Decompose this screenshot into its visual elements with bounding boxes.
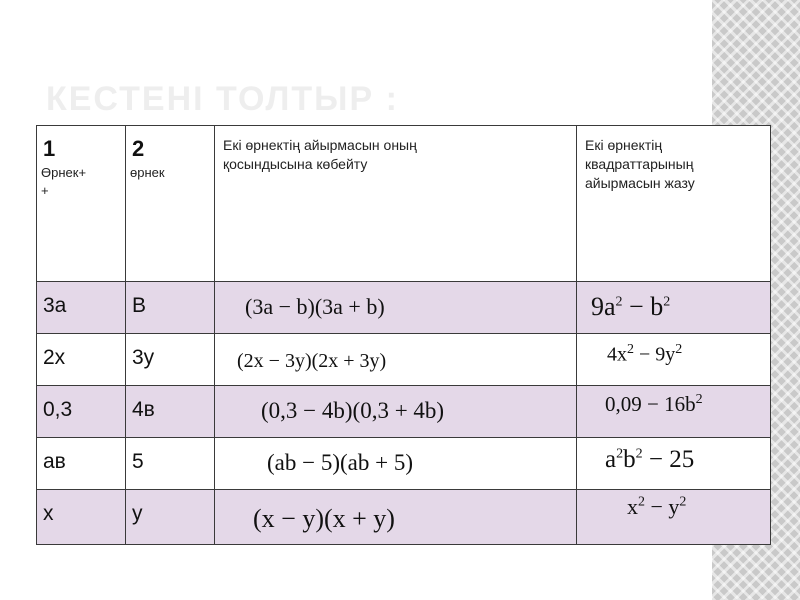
header-label: Екі өрнектің айырмасын оның қосындысына көбейту — [223, 137, 417, 172]
result-part: 9a — [591, 292, 616, 321]
result-part: b — [623, 446, 636, 473]
result-formula — [577, 490, 770, 520]
cell-product — [215, 334, 577, 386]
cell-expression-1 — [37, 490, 126, 545]
result-exponent: 2 — [635, 446, 643, 462]
cell-expression-1 — [37, 386, 126, 438]
product-formula: (3a − b)(3a + b) — [245, 294, 385, 319]
result-part: 9y — [655, 343, 676, 366]
result-exponent: 2 — [679, 494, 687, 510]
cell-expression-2 — [126, 438, 215, 490]
header-label: Екі өрнектің квадраттарының айырмасын жазу — [585, 137, 695, 191]
cell-text: x — [43, 502, 54, 525]
exercise-table — [36, 125, 771, 545]
result-exponent: 2 — [615, 294, 623, 310]
cell-text: 3y — [132, 346, 155, 369]
result-part: − — [634, 343, 656, 366]
cell-text: 3a — [43, 294, 67, 317]
result-part: − — [645, 494, 669, 519]
cell-text: 0,3 — [43, 398, 73, 421]
header-number: 1 — [43, 136, 56, 161]
product-formula: (2x − 3y)(2x + 3y) — [237, 350, 387, 372]
result-formula — [577, 438, 770, 474]
result-exponent: 2 — [695, 392, 703, 407]
cell-product — [215, 282, 577, 334]
result-part: y — [668, 494, 680, 519]
cell-result — [577, 282, 771, 334]
result-part: x — [627, 494, 638, 519]
cell-expression-1 — [37, 438, 126, 490]
header-difference-of-squares — [577, 126, 771, 282]
result-exponent: 2 — [638, 494, 645, 510]
cell-expression-2 — [126, 386, 215, 438]
table-row — [37, 386, 771, 438]
header-number: 2 — [132, 136, 145, 161]
cell-product — [215, 438, 577, 490]
cell-expression-2 — [126, 282, 215, 334]
cell-result — [577, 334, 771, 386]
result-part: b — [650, 292, 664, 321]
cell-result — [577, 490, 771, 545]
product-formula: (x − y)(x + y) — [253, 504, 395, 533]
result-exponent: 2 — [675, 342, 683, 357]
cell-text: 2x — [43, 346, 66, 369]
cell-text: B — [132, 294, 147, 317]
header-product — [215, 126, 577, 282]
cell-result — [577, 386, 771, 438]
result-part: − — [622, 292, 651, 321]
table-row — [37, 334, 771, 386]
result-part: − 25 — [642, 446, 695, 473]
result-part: a — [605, 446, 617, 473]
cell-text: 4в — [132, 398, 155, 421]
product-formula: (ab − 5)(ab + 5) — [267, 450, 413, 475]
result-part: 4x — [607, 343, 627, 366]
result-part: 0,09 − 16b — [605, 392, 696, 416]
cell-product — [215, 386, 577, 438]
table-row — [37, 490, 771, 545]
cell-text: 5 — [132, 450, 144, 473]
cell-text: ав — [43, 450, 66, 473]
table-header-row — [37, 126, 771, 282]
cell-expression-1 — [37, 282, 126, 334]
result-formula — [577, 334, 770, 367]
cell-text: y — [132, 502, 143, 525]
result-formula — [577, 386, 770, 417]
header-expression-2 — [126, 126, 215, 282]
product-formula: (0,3 − 4b)(0,3 + 4b) — [261, 398, 445, 423]
result-formula — [577, 282, 770, 322]
header-expression-1 — [37, 126, 126, 282]
result-exponent: 2 — [663, 294, 671, 310]
cell-expression-1 — [37, 334, 126, 386]
header-label: өрнек — [130, 165, 165, 180]
cell-product — [215, 490, 577, 545]
slide-title: КЕСТЕНІ ТОЛТЫР : — [46, 80, 399, 118]
table-row — [37, 438, 771, 490]
cell-expression-2 — [126, 334, 215, 386]
header-label: Өрнек+ + — [41, 165, 87, 198]
cell-result — [577, 438, 771, 490]
result-exponent: 2 — [616, 446, 624, 462]
result-exponent: 2 — [627, 342, 634, 357]
table-row — [37, 282, 771, 334]
cell-expression-2 — [126, 490, 215, 545]
